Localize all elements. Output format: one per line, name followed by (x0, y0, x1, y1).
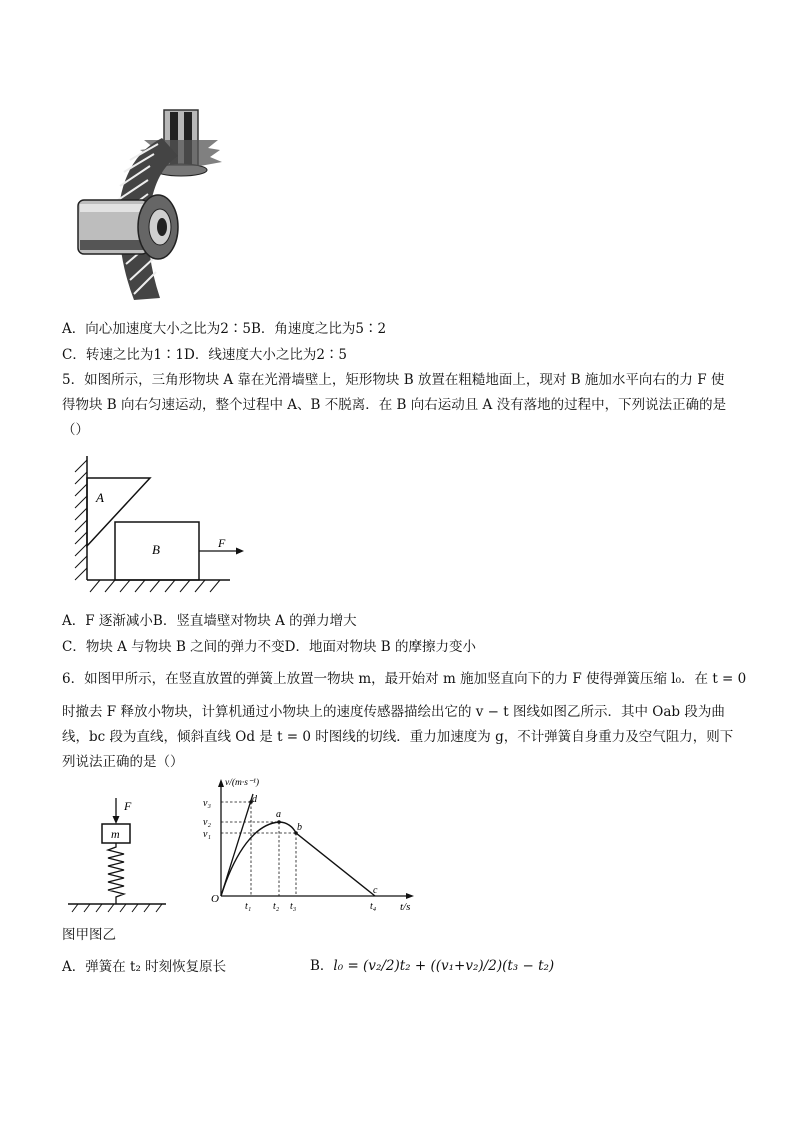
q5-stem-line1: 5．如图所示，三角形物块 A 靠在光滑墙壁上，矩形物块 B 放置在粗糙地面上，现对 B 施加水平向右的力 F 使 (62, 372, 725, 388)
point-d: d (252, 794, 257, 805)
q6-stem-line4: 列说法正确的是（） (62, 754, 184, 770)
label-b: B (152, 542, 160, 557)
q5-stem-line3: （） (62, 422, 89, 438)
q4-option-d: D．线速度大小之比为2∶5 (184, 347, 348, 363)
q6-option-b (310, 952, 554, 980)
q4-option-c: C．转速之比为1∶1 (62, 347, 185, 363)
q5-stem-line2: 得物块 B 向右匀速运动，整个过程中 A、B 不脱离．在 B 向右运动且 A 没有落地的过程中，下列说法正确的是 (62, 397, 727, 413)
y-tick-v2: v₂ (203, 817, 211, 828)
q5-options-row2 (62, 638, 476, 656)
point-a: a (276, 809, 281, 820)
q5-option-b: B．竖直墙壁对物块 A 的弹力增大 (152, 613, 357, 629)
block-a (87, 478, 150, 546)
large-gear (78, 138, 178, 300)
y-axis-label: v/(m·s⁻¹) (225, 778, 259, 788)
x-tick-t4: t₄ (370, 901, 377, 912)
bevel-gear-photo (70, 100, 240, 305)
q6-figure-yi (195, 772, 425, 918)
origin-label: O (211, 893, 219, 905)
q6-option-a: A．弹簧在 t₂ 时刻恢复原长 (62, 959, 227, 975)
q5-option-a: A．F 逐渐减小 (62, 613, 153, 629)
x-tick-t3: t₃ (290, 901, 297, 912)
mass-label: m (111, 827, 120, 841)
label-a: A (96, 490, 104, 505)
x-tick-t2: t₂ (273, 901, 280, 912)
label-f: F (218, 536, 226, 550)
q6-figure-jia (62, 790, 172, 918)
q5-option-c: C．物块 A 与物块 B 之间的弹力不变 (62, 639, 285, 655)
q6-stem-line2: 时撤去 F 释放小物块，计算机通过小物块上的速度传感器描绘出它的 v − t 图线如图乙所示．其中 Oab 段为曲 (62, 704, 725, 720)
q6-option-b-prefix: B． (310, 958, 334, 974)
force-label: F (124, 799, 132, 813)
q4-option-a: A．向心加速度大小之比为2∶5 (62, 321, 251, 337)
y-tick-v3: v₃ (203, 798, 211, 809)
q6-figure-caption: 图甲图乙 (62, 927, 116, 943)
y-tick-v1: v₁ (203, 829, 211, 840)
x-tick-t1: t₁ (245, 901, 252, 912)
x-axis-label: t/s (400, 901, 411, 913)
q6-stem-line3: 线，bc 段为直线，倾斜直线 Od 是 t = 0 时图线的切线．重力加速度为 g，不计弹簧自身重力及空气阻力，则下 (62, 729, 734, 745)
q5-figure (60, 448, 260, 600)
q6-option-b-formula: l₀ = (v₂/2)t₂ + ((v₁+v₂)/2)(t₃ − t₂) (333, 958, 555, 974)
spring (108, 843, 124, 904)
q4-option-b: B．角速度之比为5∶2 (250, 321, 387, 337)
q4-options-row2 (62, 346, 347, 364)
q4-options-row1 (62, 320, 386, 338)
q5-option-d: D．地面对物块 B 的摩擦力变小 (284, 639, 476, 655)
q6-stem-line1: 6．如图甲所示，在竖直放置的弹簧上放置一物块 m，最开始对 m 施加竖直向下的力 F 使得弹簧压缩 l₀．在 t = 0 (62, 671, 747, 687)
q5-options-row1 (62, 612, 357, 630)
point-b: b (297, 822, 302, 833)
point-c: c (373, 885, 378, 896)
